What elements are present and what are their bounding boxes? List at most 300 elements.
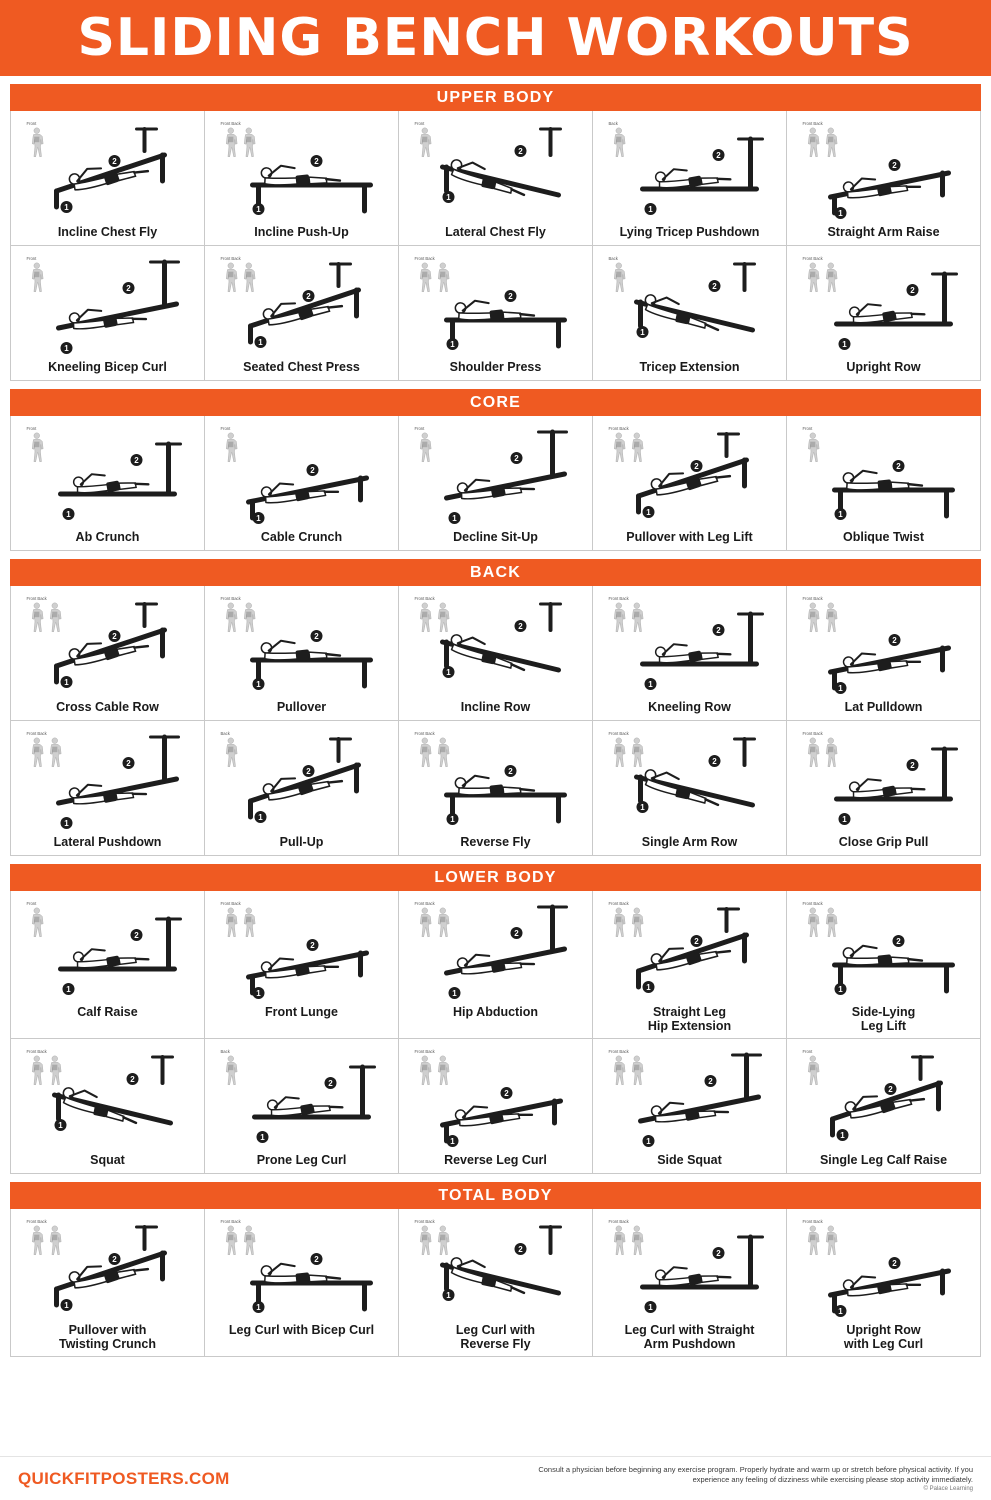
svg-text:Front Back: Front Back bbox=[608, 901, 629, 906]
exercise-card[interactable] bbox=[593, 721, 786, 855]
svg-text:2: 2 bbox=[712, 757, 717, 766]
exercise-figure bbox=[791, 422, 976, 526]
exercise-illustration bbox=[597, 897, 782, 1001]
exercise-label: Pullover bbox=[276, 700, 327, 714]
exercise-illustration bbox=[403, 1045, 588, 1149]
svg-text:1: 1 bbox=[258, 813, 263, 822]
svg-text:Front Back: Front Back bbox=[414, 596, 435, 601]
svg-text:Front Back: Front Back bbox=[220, 121, 241, 126]
exercise-illustration bbox=[597, 117, 782, 221]
exercise-figure bbox=[15, 117, 200, 221]
exercise-label: Hip Abduction bbox=[453, 1005, 538, 1019]
exercise-label: Squat bbox=[90, 1153, 125, 1167]
svg-text:Front Back: Front Back bbox=[802, 731, 823, 736]
svg-text:2: 2 bbox=[896, 462, 901, 471]
svg-text:Front Back: Front Back bbox=[802, 901, 823, 906]
exercise-label: Upright Row with Leg Curl bbox=[843, 1323, 924, 1351]
section-title-lower-body: LOWER BODY bbox=[10, 864, 981, 891]
svg-text:1: 1 bbox=[450, 815, 455, 824]
exercise-card[interactable] bbox=[399, 246, 592, 380]
svg-text:2: 2 bbox=[306, 292, 311, 301]
svg-text:Front Back: Front Back bbox=[220, 256, 241, 261]
exercise-card[interactable] bbox=[787, 416, 980, 550]
exercise-label: Lateral Chest Fly bbox=[445, 225, 546, 239]
exercise-card[interactable] bbox=[205, 891, 398, 1038]
svg-text:Back: Back bbox=[608, 121, 618, 126]
svg-text:1: 1 bbox=[64, 203, 69, 212]
exercise-label: Leg Curl with Reverse Fly bbox=[455, 1323, 536, 1351]
svg-text:Front Back: Front Back bbox=[220, 596, 241, 601]
svg-text:2: 2 bbox=[694, 462, 699, 471]
svg-text:Front Back: Front Back bbox=[608, 1219, 629, 1224]
exercise-label: Pull-Up bbox=[279, 835, 324, 849]
exercise-illustration bbox=[791, 897, 976, 1001]
exercise-figure bbox=[403, 897, 588, 1001]
svg-text:1: 1 bbox=[640, 803, 645, 812]
svg-text:Front: Front bbox=[802, 426, 813, 431]
svg-text:2: 2 bbox=[514, 929, 519, 938]
exercise-figure bbox=[15, 252, 200, 356]
exercise-illustration bbox=[403, 897, 588, 1001]
exercise-figure bbox=[15, 1215, 200, 1319]
exercise-figure bbox=[209, 1045, 394, 1149]
page-title: SLIDING BENCH WORKOUTS bbox=[77, 8, 914, 68]
svg-text:Front Back: Front Back bbox=[26, 731, 47, 736]
svg-text:1: 1 bbox=[838, 510, 843, 519]
exercise-illustration bbox=[209, 1045, 394, 1149]
exercise-label: Cross Cable Row bbox=[56, 700, 159, 714]
svg-text:1: 1 bbox=[648, 680, 653, 689]
exercise-figure bbox=[791, 1045, 976, 1149]
exercise-illustration bbox=[15, 117, 200, 221]
svg-text:1: 1 bbox=[446, 668, 451, 677]
exercise-card[interactable] bbox=[205, 586, 398, 720]
exercise-illustration bbox=[15, 422, 200, 526]
svg-text:1: 1 bbox=[648, 205, 653, 214]
exercise-figure bbox=[15, 422, 200, 526]
exercise-illustration bbox=[597, 1045, 782, 1149]
exercise-card[interactable] bbox=[593, 416, 786, 550]
svg-text:Front: Front bbox=[802, 1049, 813, 1054]
brand-url[interactable]: QUICKFITPOSTERS.COM bbox=[18, 1468, 230, 1488]
exercise-card[interactable] bbox=[593, 586, 786, 720]
svg-text:Front: Front bbox=[26, 426, 37, 431]
exercise-figure bbox=[15, 727, 200, 831]
sections-container bbox=[10, 84, 981, 1357]
svg-text:1: 1 bbox=[646, 983, 651, 992]
exercise-card[interactable] bbox=[205, 721, 398, 855]
svg-text:2: 2 bbox=[716, 151, 721, 160]
svg-text:Front Back: Front Back bbox=[802, 121, 823, 126]
exercise-illustration bbox=[15, 727, 200, 831]
exercise-figure bbox=[791, 252, 976, 356]
svg-text:Front Back: Front Back bbox=[608, 596, 629, 601]
svg-text:2: 2 bbox=[892, 636, 897, 645]
exercise-label: Incline Row bbox=[460, 700, 531, 714]
exercise-card[interactable] bbox=[593, 1209, 786, 1356]
exercise-label: Lying Tricep Pushdown bbox=[619, 225, 760, 239]
exercise-card[interactable] bbox=[593, 891, 786, 1038]
svg-text:Front: Front bbox=[414, 121, 425, 126]
svg-text:2: 2 bbox=[892, 1259, 897, 1268]
svg-text:2: 2 bbox=[708, 1077, 713, 1086]
exercise-illustration bbox=[403, 117, 588, 221]
exercise-grid-back bbox=[10, 586, 981, 856]
svg-text:1: 1 bbox=[838, 1307, 843, 1316]
exercise-figure bbox=[209, 592, 394, 696]
svg-text:2: 2 bbox=[694, 937, 699, 946]
svg-text:1: 1 bbox=[258, 338, 263, 347]
svg-text:2: 2 bbox=[134, 931, 139, 940]
svg-text:Front Back: Front Back bbox=[220, 1219, 241, 1224]
exercise-figure bbox=[597, 422, 782, 526]
exercise-illustration bbox=[791, 1045, 976, 1149]
svg-text:1: 1 bbox=[66, 510, 71, 519]
exercise-illustration bbox=[15, 1215, 200, 1319]
exercise-label: Side-Lying Leg Lift bbox=[851, 1005, 916, 1033]
exercise-illustration bbox=[791, 592, 976, 696]
exercise-illustration bbox=[209, 592, 394, 696]
svg-text:2: 2 bbox=[112, 1255, 117, 1264]
exercise-card[interactable] bbox=[205, 111, 398, 245]
exercise-card[interactable] bbox=[399, 586, 592, 720]
exercise-card[interactable] bbox=[11, 1039, 204, 1173]
exercise-illustration bbox=[791, 422, 976, 526]
svg-text:2: 2 bbox=[310, 941, 315, 950]
exercise-grid-upper-body bbox=[10, 111, 981, 381]
exercise-card[interactable] bbox=[787, 246, 980, 380]
exercise-figure bbox=[597, 252, 782, 356]
section-title-back: BACK bbox=[10, 559, 981, 586]
exercise-card[interactable] bbox=[787, 586, 980, 720]
svg-text:2: 2 bbox=[134, 456, 139, 465]
svg-text:2: 2 bbox=[310, 466, 315, 475]
exercise-figure bbox=[597, 117, 782, 221]
exercise-label: Single Arm Row bbox=[641, 835, 738, 849]
svg-text:Front Back: Front Back bbox=[802, 256, 823, 261]
exercise-card[interactable] bbox=[11, 586, 204, 720]
disclaimer-text: Consult a physician before beginning any exercise program. Properly hydrate and warm up or stretch before physical activity. If you experience any feeling of dizziness while exercising please stop activity immediately. bbox=[538, 1464, 973, 1484]
exercise-card[interactable] bbox=[787, 1039, 980, 1173]
svg-text:2: 2 bbox=[892, 161, 897, 170]
section-back bbox=[10, 559, 981, 856]
exercise-illustration bbox=[209, 727, 394, 831]
exercise-card[interactable] bbox=[787, 1209, 980, 1356]
section-title-upper-body: UPPER BODY bbox=[10, 84, 981, 111]
svg-text:1: 1 bbox=[64, 678, 69, 687]
section-core bbox=[10, 389, 981, 551]
svg-text:1: 1 bbox=[58, 1121, 63, 1130]
exercise-figure bbox=[403, 727, 588, 831]
exercise-illustration bbox=[209, 117, 394, 221]
exercise-label: Lateral Pushdown bbox=[53, 835, 162, 849]
exercise-label: Leg Curl with Bicep Curl bbox=[228, 1323, 375, 1337]
exercise-label: Decline Sit-Up bbox=[453, 530, 538, 544]
exercise-card[interactable] bbox=[205, 1039, 398, 1173]
svg-text:Front: Front bbox=[220, 426, 231, 431]
svg-text:2: 2 bbox=[504, 1089, 509, 1098]
svg-text:1: 1 bbox=[842, 815, 847, 824]
svg-text:1: 1 bbox=[450, 340, 455, 349]
svg-text:2: 2 bbox=[508, 767, 513, 776]
section-upper-body bbox=[10, 84, 981, 381]
exercise-card[interactable] bbox=[205, 416, 398, 550]
exercise-figure bbox=[403, 1045, 588, 1149]
exercise-illustration bbox=[403, 727, 588, 831]
exercise-illustration bbox=[597, 592, 782, 696]
exercise-card[interactable] bbox=[11, 891, 204, 1038]
exercise-label: Upright Row bbox=[846, 360, 921, 374]
section-total-body bbox=[10, 1182, 981, 1357]
svg-text:2: 2 bbox=[896, 937, 901, 946]
svg-text:1: 1 bbox=[648, 1303, 653, 1312]
exercise-illustration bbox=[209, 252, 394, 356]
exercise-figure bbox=[403, 1215, 588, 1319]
exercise-figure bbox=[15, 1045, 200, 1149]
exercise-figure bbox=[403, 422, 588, 526]
svg-text:1: 1 bbox=[840, 1131, 845, 1140]
exercise-label: Reverse Fly bbox=[460, 835, 531, 849]
svg-text:Front Back: Front Back bbox=[414, 1219, 435, 1224]
exercise-illustration bbox=[209, 1215, 394, 1319]
exercise-illustration bbox=[403, 422, 588, 526]
svg-text:1: 1 bbox=[256, 680, 261, 689]
exercise-figure bbox=[209, 252, 394, 356]
exercise-illustration bbox=[791, 117, 976, 221]
poster-header bbox=[0, 0, 991, 76]
exercise-illustration bbox=[209, 897, 394, 1001]
svg-text:2: 2 bbox=[716, 1249, 721, 1258]
exercise-figure bbox=[791, 727, 976, 831]
exercise-card[interactable] bbox=[787, 891, 980, 1038]
exercise-label: Calf Raise bbox=[77, 1005, 138, 1019]
svg-text:Front Back: Front Back bbox=[802, 1219, 823, 1224]
exercise-label: Single Leg Calf Raise bbox=[819, 1153, 948, 1167]
exercise-card[interactable] bbox=[205, 1209, 398, 1356]
exercise-illustration bbox=[15, 252, 200, 356]
svg-text:Front: Front bbox=[414, 426, 425, 431]
svg-text:2: 2 bbox=[508, 292, 513, 301]
svg-text:2: 2 bbox=[126, 759, 131, 768]
exercise-grid-lower-body bbox=[10, 891, 981, 1174]
exercise-illustration bbox=[597, 252, 782, 356]
svg-text:Front Back: Front Back bbox=[26, 1049, 47, 1054]
exercise-label: Cable Crunch bbox=[260, 530, 343, 544]
svg-text:Front: Front bbox=[26, 256, 37, 261]
svg-text:2: 2 bbox=[712, 282, 717, 291]
section-title-total-body: TOTAL BODY bbox=[10, 1182, 981, 1209]
exercise-card[interactable] bbox=[399, 1039, 592, 1173]
exercise-card[interactable] bbox=[399, 891, 592, 1038]
exercise-label: Ab Crunch bbox=[75, 530, 140, 544]
svg-text:Front Back: Front Back bbox=[608, 426, 629, 431]
poster-content bbox=[0, 76, 991, 1357]
exercise-figure bbox=[15, 592, 200, 696]
exercise-grid-core bbox=[10, 416, 981, 551]
exercise-figure bbox=[15, 897, 200, 1001]
exercise-figure bbox=[403, 252, 588, 356]
exercise-card[interactable] bbox=[11, 246, 204, 380]
svg-text:2: 2 bbox=[910, 761, 915, 770]
exercise-card[interactable] bbox=[593, 1039, 786, 1173]
svg-text:2: 2 bbox=[514, 454, 519, 463]
svg-text:1: 1 bbox=[446, 1291, 451, 1300]
svg-text:Front Back: Front Back bbox=[414, 1049, 435, 1054]
svg-text:2: 2 bbox=[126, 284, 131, 293]
svg-text:1: 1 bbox=[64, 819, 69, 828]
svg-text:1: 1 bbox=[640, 328, 645, 337]
svg-text:1: 1 bbox=[838, 209, 843, 218]
svg-text:2: 2 bbox=[518, 622, 523, 631]
svg-text:Front Back: Front Back bbox=[26, 1219, 47, 1224]
svg-text:1: 1 bbox=[260, 1133, 265, 1142]
exercise-label: Front Lunge bbox=[265, 1005, 338, 1019]
exercise-card[interactable] bbox=[11, 416, 204, 550]
exercise-label: Incline Push-Up bbox=[254, 225, 349, 239]
svg-text:2: 2 bbox=[130, 1075, 135, 1084]
exercise-illustration bbox=[791, 1215, 976, 1319]
svg-text:Front Back: Front Back bbox=[220, 901, 241, 906]
exercise-label: Kneeling Row bbox=[648, 700, 731, 714]
svg-text:1: 1 bbox=[838, 684, 843, 693]
svg-text:2: 2 bbox=[716, 626, 721, 635]
svg-text:1: 1 bbox=[446, 193, 451, 202]
exercise-card[interactable] bbox=[205, 246, 398, 380]
exercise-illustration bbox=[15, 1045, 200, 1149]
svg-text:Front Back: Front Back bbox=[608, 1049, 629, 1054]
exercise-label: Kneeling Bicep Curl bbox=[48, 360, 167, 374]
svg-text:Back: Back bbox=[220, 1049, 230, 1054]
svg-text:2: 2 bbox=[112, 632, 117, 641]
svg-text:1: 1 bbox=[64, 1301, 69, 1310]
svg-text:Front Back: Front Back bbox=[414, 731, 435, 736]
svg-text:Front Back: Front Back bbox=[802, 596, 823, 601]
exercise-illustration bbox=[597, 422, 782, 526]
exercise-label: Straight Arm Raise bbox=[827, 225, 940, 239]
svg-text:2: 2 bbox=[306, 767, 311, 776]
svg-text:1: 1 bbox=[452, 989, 457, 998]
exercise-illustration bbox=[791, 727, 976, 831]
svg-text:2: 2 bbox=[314, 632, 319, 641]
exercise-card[interactable] bbox=[593, 246, 786, 380]
exercise-illustration bbox=[597, 1215, 782, 1319]
exercise-figure bbox=[791, 592, 976, 696]
exercise-figure bbox=[209, 422, 394, 526]
svg-text:1: 1 bbox=[256, 205, 261, 214]
exercise-label: Pullover with Twisting Crunch bbox=[59, 1323, 156, 1351]
exercise-label: Incline Chest Fly bbox=[57, 225, 158, 239]
exercise-label: Pullover with Leg Lift bbox=[626, 530, 753, 544]
exercise-card[interactable] bbox=[399, 1209, 592, 1356]
svg-text:Back: Back bbox=[220, 731, 230, 736]
exercise-card[interactable] bbox=[787, 111, 980, 245]
exercise-figure bbox=[209, 897, 394, 1001]
exercise-figure bbox=[597, 727, 782, 831]
svg-text:1: 1 bbox=[646, 508, 651, 517]
svg-text:2: 2 bbox=[888, 1085, 893, 1094]
svg-text:1: 1 bbox=[256, 514, 261, 523]
exercise-figure bbox=[791, 117, 976, 221]
exercise-card[interactable] bbox=[11, 721, 204, 855]
svg-text:1: 1 bbox=[66, 985, 71, 994]
svg-text:1: 1 bbox=[452, 514, 457, 523]
svg-text:1: 1 bbox=[256, 1303, 261, 1312]
svg-text:2: 2 bbox=[518, 1245, 523, 1254]
svg-text:1: 1 bbox=[646, 1137, 651, 1146]
exercise-figure bbox=[791, 897, 976, 1001]
svg-text:Back: Back bbox=[608, 256, 618, 261]
exercise-label: Shoulder Press bbox=[449, 360, 542, 374]
exercise-label: Oblique Twist bbox=[842, 530, 925, 544]
exercise-card[interactable] bbox=[399, 111, 592, 245]
svg-text:Front Back: Front Back bbox=[608, 731, 629, 736]
exercise-figure bbox=[403, 592, 588, 696]
exercise-illustration bbox=[403, 1215, 588, 1319]
exercise-figure bbox=[209, 1215, 394, 1319]
exercise-card[interactable] bbox=[593, 111, 786, 245]
exercise-label: Lat Pulldown bbox=[844, 700, 923, 714]
exercise-label: Close Grip Pull bbox=[838, 835, 929, 849]
exercise-illustration bbox=[403, 592, 588, 696]
exercise-card[interactable] bbox=[787, 721, 980, 855]
svg-text:2: 2 bbox=[112, 157, 117, 166]
svg-text:2: 2 bbox=[910, 286, 915, 295]
svg-text:Front Back: Front Back bbox=[26, 596, 47, 601]
exercise-label: Prone Leg Curl bbox=[256, 1153, 347, 1167]
exercise-illustration bbox=[791, 252, 976, 356]
svg-text:Front: Front bbox=[26, 121, 37, 126]
exercise-illustration bbox=[403, 252, 588, 356]
exercise-label: Side Squat bbox=[657, 1153, 722, 1167]
exercise-figure bbox=[791, 1215, 976, 1319]
svg-text:1: 1 bbox=[256, 989, 261, 998]
exercise-figure bbox=[403, 117, 588, 221]
svg-text:1: 1 bbox=[838, 985, 843, 994]
svg-text:2: 2 bbox=[314, 157, 319, 166]
exercise-label: Reverse Leg Curl bbox=[444, 1153, 547, 1167]
section-lower-body bbox=[10, 864, 981, 1174]
exercise-card[interactable] bbox=[11, 111, 204, 245]
exercise-label: Leg Curl with Straight Arm Pushdown bbox=[624, 1323, 755, 1351]
exercise-figure bbox=[597, 1045, 782, 1149]
exercise-figure bbox=[597, 897, 782, 1001]
svg-text:1: 1 bbox=[842, 340, 847, 349]
exercise-figure bbox=[597, 592, 782, 696]
exercise-figure bbox=[597, 1215, 782, 1319]
exercise-label: Straight Leg Hip Extension bbox=[647, 1005, 732, 1033]
exercise-figure bbox=[209, 117, 394, 221]
exercise-grid-total-body bbox=[10, 1209, 981, 1357]
svg-text:2: 2 bbox=[518, 147, 523, 156]
exercise-figure bbox=[209, 727, 394, 831]
exercise-label: Seated Chest Press bbox=[243, 360, 360, 374]
poster-footer bbox=[0, 1456, 991, 1500]
exercise-card[interactable] bbox=[399, 721, 592, 855]
svg-text:2: 2 bbox=[314, 1255, 319, 1264]
exercise-card[interactable] bbox=[399, 416, 592, 550]
exercise-illustration bbox=[597, 727, 782, 831]
exercise-illustration bbox=[15, 897, 200, 1001]
exercise-label: Tricep Extension bbox=[639, 360, 740, 374]
exercise-illustration bbox=[15, 592, 200, 696]
svg-text:1: 1 bbox=[64, 344, 69, 353]
exercise-card[interactable] bbox=[11, 1209, 204, 1356]
exercise-illustration bbox=[209, 422, 394, 526]
svg-text:Front Back: Front Back bbox=[414, 901, 435, 906]
svg-text:Front: Front bbox=[26, 901, 37, 906]
svg-text:2: 2 bbox=[328, 1079, 333, 1088]
section-title-core: CORE bbox=[10, 389, 981, 416]
